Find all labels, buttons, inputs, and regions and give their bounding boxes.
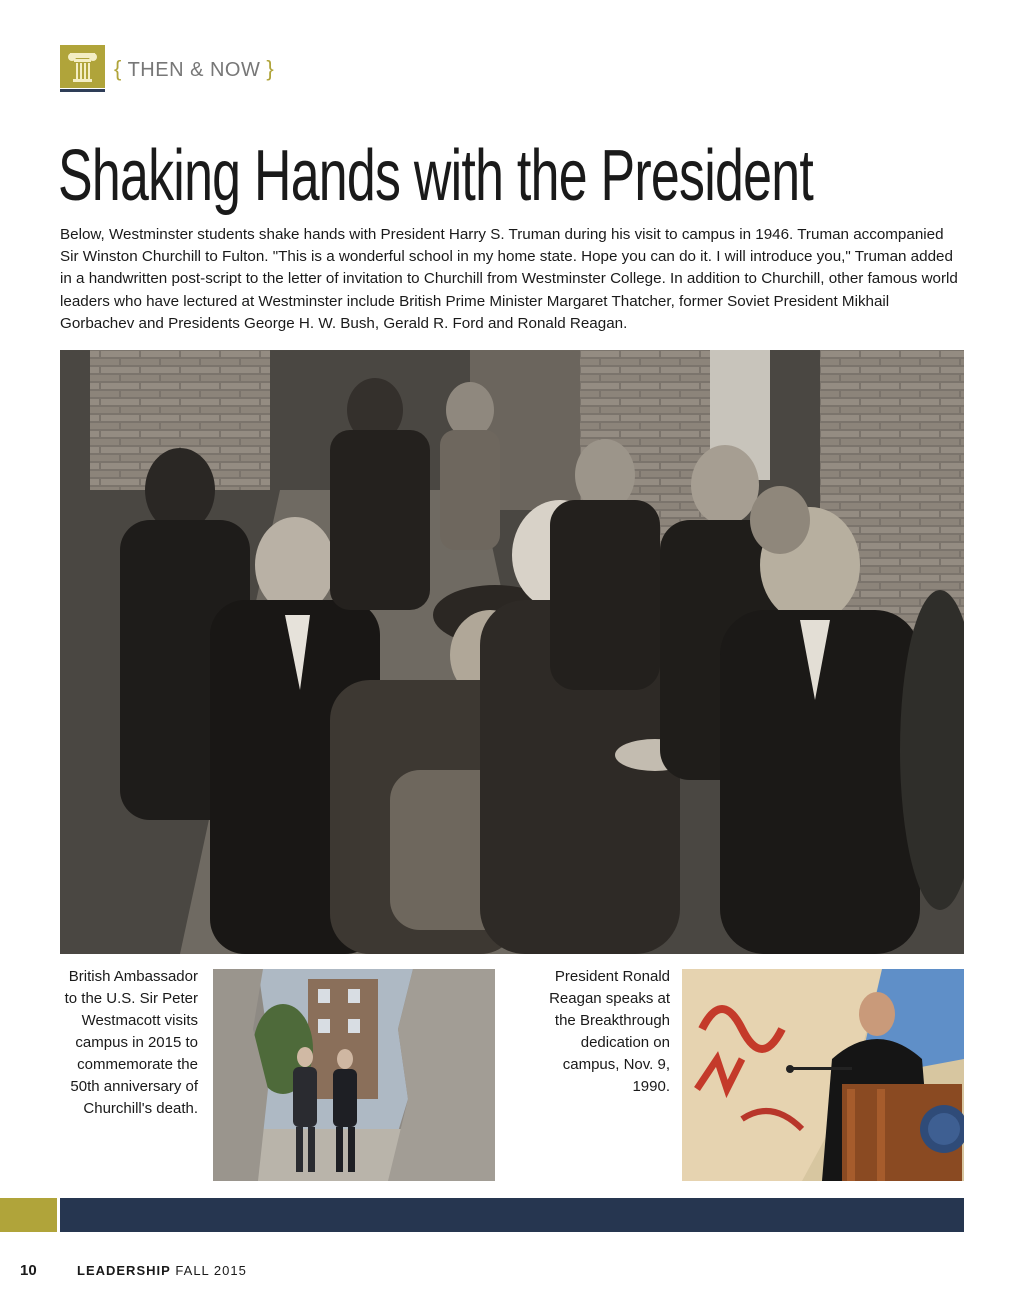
caption-reagan: President Ronald Reagan speaks at the Breakthrough dedication on campus, Nov. 9, 1990. xyxy=(549,968,670,1095)
page-title: Shaking Hands with the President xyxy=(58,136,814,216)
main-photo-truman-handshake xyxy=(60,350,964,954)
photo-ambassador-illustration xyxy=(213,969,495,1181)
section-tag xyxy=(114,56,274,82)
main-photo-illustration xyxy=(60,350,964,954)
brace-close: } xyxy=(266,56,275,81)
column-logo xyxy=(60,45,105,88)
photo-ambassador-visit xyxy=(213,969,495,1181)
page-number: 10 xyxy=(20,1262,37,1279)
issue-label: FALL 2015 xyxy=(175,1263,247,1278)
logo-underline xyxy=(60,89,105,92)
photo-reagan-dedication xyxy=(682,969,964,1181)
photo-reagan-illustration xyxy=(682,969,964,1181)
caption-ambassador: British Ambassador to the U.S. Sir Peter Westmacott visits campus in 2015 to commemorate the 50th anniversary of Churchill's death. xyxy=(64,968,198,1117)
footer-accent-bar xyxy=(0,1198,57,1232)
section-tag-label: THEN & NOW xyxy=(127,59,261,81)
folio xyxy=(77,1263,247,1278)
intro-paragraph: Below, Westminster students shake hands with President Harry S. Truman during his visit to campus in 1946. Truman accompanied Sir Winston Churchill to Fulton. "This is a wonderful school in my home state. Hope you can do it. I will introduce you," Truman added in a handwritten post-script to the letter of invitation to Churchill from Westminster College. In addition to Churchill, other famous world leaders who have lectured at Westminster include British Prime Minister Margaret Thatcher, former Soviet President Mikhail Gorbachev and Presidents George H. W. Bush, Gerald R. Ford and Ronald Reagan. xyxy=(60,226,958,332)
footer-navy-bar xyxy=(60,1198,964,1232)
column-icon xyxy=(60,45,105,88)
publication-name: LEADERSHIP xyxy=(77,1263,171,1278)
brace-open: { xyxy=(114,56,122,81)
